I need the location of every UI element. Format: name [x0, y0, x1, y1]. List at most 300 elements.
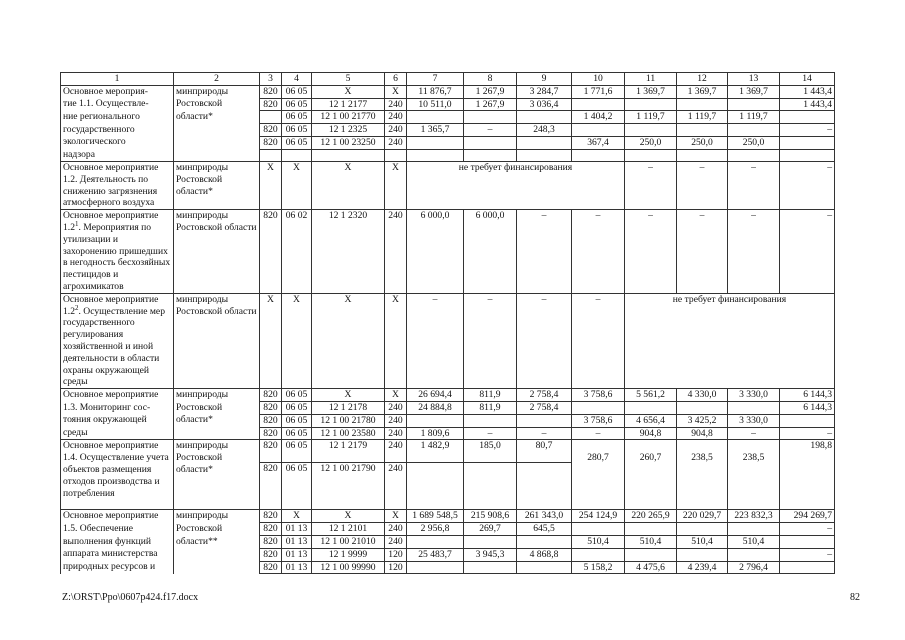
column-number: 10 [572, 73, 625, 86]
name-part: . Осуществление мер государственного регулирования хозяйственной и иной деятельности в области охраны окружающей среды [63, 305, 165, 388]
cell-c14: 1 443,4 [780, 85, 835, 98]
cell-c3: 820 [260, 463, 282, 510]
cell-c5: 12 1 00 23580 [312, 427, 385, 440]
cell-c3: 820 [260, 523, 282, 536]
cell-c7: 25 483,7 [407, 548, 464, 561]
cell-c13: 1 119,7 [728, 111, 780, 124]
cell-c10: – [572, 427, 625, 440]
cell-c9: – [517, 293, 572, 388]
cell-c12: 3 425,2 [677, 414, 728, 427]
measure-name [61, 210, 174, 294]
cell-c7 [407, 149, 464, 161]
cell-c11 [625, 124, 677, 137]
cell-c9: 248,3 [517, 124, 572, 137]
cell-c7 [407, 561, 464, 574]
empty-cell [517, 463, 572, 510]
cell-c7: 1 689 548,5 [407, 510, 464, 523]
cell-c13: 510,4 [728, 536, 780, 549]
executor [174, 561, 260, 574]
cell-c5 [312, 149, 385, 161]
measure-name: тояния окружающей [61, 414, 174, 427]
cell-c11: 4 475,6 [625, 561, 677, 574]
measure-1-4-row [61, 440, 835, 463]
cell-c14: – [780, 523, 835, 536]
column-number: 1 [61, 73, 174, 86]
footer-file-path: Z:\ORST\Ppo\0607p424.f17.docx [62, 592, 199, 603]
cell-c7: – [407, 293, 464, 388]
cell-c11: 5 561,2 [625, 389, 677, 402]
cell-c14: – [780, 427, 835, 440]
column-number: 14 [780, 73, 835, 86]
cell-c13 [728, 98, 780, 111]
cell-c10 [572, 548, 625, 561]
cell-c7: 1 365,7 [407, 124, 464, 137]
cell-c10: 280,7 [572, 440, 625, 510]
cell-c9: 261 343,0 [517, 510, 572, 523]
cell-c5: 12 1 2101 [312, 523, 385, 536]
cell-c14 [780, 136, 835, 149]
cell-c4: 06 05 [282, 463, 312, 510]
measure-1-5-row [61, 510, 835, 523]
measure-1-3-row [61, 402, 835, 415]
measure-name: тие 1.1. Осуществле- [61, 98, 174, 111]
cell-c4: 06 05 [282, 402, 312, 415]
cell-c12: 1 119,7 [677, 111, 728, 124]
cell-c14 [780, 414, 835, 427]
measure-1-1-row [61, 136, 835, 149]
cell-c13 [728, 149, 780, 161]
measure-1-1-row [61, 85, 835, 98]
measure-name: 1.3. Мониторинг сос- [61, 402, 174, 415]
measure-1-5-row [61, 561, 835, 574]
cell-c12: 4 239,4 [677, 561, 728, 574]
measure-name: Основное мероприя- [61, 85, 174, 98]
cell-c10: 510,4 [572, 536, 625, 549]
cell-c5: 12 1 2177 [312, 98, 385, 111]
cell-c10: – [572, 293, 625, 388]
executor: минприроды Ростовской области [174, 210, 260, 294]
column-number: 7 [407, 73, 464, 86]
cell-c12: – [677, 162, 728, 210]
cell-c10: 1 771,6 [572, 85, 625, 98]
cell-c14 [780, 536, 835, 549]
cell-c11: – [625, 210, 677, 294]
cell-c10: 3 758,6 [572, 414, 625, 427]
cell-c11: 220 265,9 [625, 510, 677, 523]
cell-c6: X [385, 162, 407, 210]
executor: Ростовской [174, 523, 260, 536]
measure-name: ние регионального [61, 111, 174, 124]
cell-c8: 185,0 [464, 440, 517, 463]
cell-c9: 2 758,4 [517, 389, 572, 402]
column-number: 13 [728, 73, 780, 86]
cell-c4: 06 05 [282, 136, 312, 149]
measure-1-3-row [61, 414, 835, 427]
cell-c5: 12 1 2179 [312, 440, 385, 463]
cell-c3: 820 [260, 124, 282, 137]
empty-cell [407, 463, 464, 510]
measure-name: Основное мероприятие 1.4. Осуществление учета объектов размещения отходов производства и потребления [61, 440, 174, 510]
cell-c3: 820 [260, 85, 282, 98]
cell-c14: 1 443,4 [780, 98, 835, 111]
cell-c8: 1 267,9 [464, 85, 517, 98]
column-number: 2 [174, 73, 260, 86]
cell-c13 [728, 124, 780, 137]
cell-c8 [464, 111, 517, 124]
cell-c4: 06 05 [282, 111, 312, 124]
cell-c12: 510,4 [677, 536, 728, 549]
cell-c12 [677, 523, 728, 536]
measure-name: экологического [61, 136, 174, 149]
cell-c13: – [728, 162, 780, 210]
measure-name: среды [61, 427, 174, 440]
cell-c5: X [312, 293, 385, 388]
executor: Ростовской [174, 98, 260, 111]
cell-c4: 06 05 [282, 124, 312, 137]
cell-c8: 269,7 [464, 523, 517, 536]
cell-c8 [464, 136, 517, 149]
measure-1-5-row [61, 548, 835, 561]
superscript: 2 [75, 303, 79, 312]
column-number: 6 [385, 73, 407, 86]
measure-1-1-row [61, 149, 835, 161]
executor: минприроды [174, 389, 260, 402]
name-part: Основное мероприятие 1.2 [63, 293, 159, 317]
cell-c5: 12 1 2320 [312, 210, 385, 294]
column-number: 9 [517, 73, 572, 86]
cell-c3: 820 [260, 98, 282, 111]
cell-c13 [728, 548, 780, 561]
cell-c13: 3 330,0 [728, 389, 780, 402]
budget-table [60, 72, 835, 574]
column-number: 12 [677, 73, 728, 86]
cell-c12 [677, 149, 728, 161]
cell-c6: X [385, 510, 407, 523]
measure-1-1-row [61, 98, 835, 111]
cell-c4: X [282, 162, 312, 210]
cell-c14: 198,8 [780, 440, 835, 510]
cell-c13: 3 330,0 [728, 414, 780, 427]
cell-c6: 240 [385, 98, 407, 111]
measure-1-5-row [61, 536, 835, 549]
measure-name: природных ресурсов и [61, 561, 174, 574]
not-financed-note: не требует финансирования [625, 293, 835, 388]
cell-c10: 1 404,2 [572, 111, 625, 124]
cell-c9: 80,7 [517, 440, 572, 463]
cell-c6: 240 [385, 111, 407, 124]
cell-c9 [517, 136, 572, 149]
cell-c7: 2 956,8 [407, 523, 464, 536]
cell-c3: 820 [260, 440, 282, 463]
name-part: Основное мероприятие 1.2 [63, 210, 159, 234]
measure-name: Основное мероприятие 1.2. Деятельность по снижению загрязнения атмосферного воздуха [61, 162, 174, 210]
cell-c11: – [625, 162, 677, 210]
cell-c3: 820 [260, 414, 282, 427]
cell-c7 [407, 111, 464, 124]
cell-c8: – [464, 427, 517, 440]
cell-c4: X [282, 293, 312, 388]
cell-c6: X [385, 85, 407, 98]
cell-c9 [517, 536, 572, 549]
cell-c11: 904,8 [625, 427, 677, 440]
cell-c14 [780, 561, 835, 574]
cell-c11 [625, 548, 677, 561]
cell-c7: 24 884,8 [407, 402, 464, 415]
cell-c5: X [312, 389, 385, 402]
cell-c9 [517, 561, 572, 574]
cell-c7: 10 511,0 [407, 98, 464, 111]
executor [174, 548, 260, 561]
executor: минприроды [174, 85, 260, 98]
cell-c14: 6 144,3 [780, 389, 835, 402]
cell-c14: 294 269,7 [780, 510, 835, 523]
measure-1-3-row [61, 427, 835, 440]
cell-c13: 238,5 [728, 440, 780, 510]
cell-c9: 645,5 [517, 523, 572, 536]
cell-c11 [625, 402, 677, 415]
cell-c8: – [464, 293, 517, 388]
cell-c3: 820 [260, 536, 282, 549]
cell-c6: 240 [385, 523, 407, 536]
cell-c11: 250,0 [625, 136, 677, 149]
executor: области** [174, 536, 260, 549]
cell-c10: 367,4 [572, 136, 625, 149]
cell-c9: 2 758,4 [517, 402, 572, 415]
cell-c4 [282, 149, 312, 161]
cell-c14: – [780, 124, 835, 137]
cell-c6: 240 [385, 414, 407, 427]
cell-c3 [260, 111, 282, 124]
cell-c12: 4 330,0 [677, 389, 728, 402]
cell-c9 [517, 414, 572, 427]
cell-c14 [780, 111, 835, 124]
cell-c8 [464, 414, 517, 427]
cell-c12: 1 369,7 [677, 85, 728, 98]
cell-c4: 01 13 [282, 548, 312, 561]
cell-c6: 240 [385, 124, 407, 137]
cell-c9 [517, 149, 572, 161]
executor: минприроды Ростовской области* [174, 440, 260, 510]
measure-name: 1.5. Обеспечение [61, 523, 174, 536]
cell-c8 [464, 149, 517, 161]
cell-c5: 12 1 9999 [312, 548, 385, 561]
cell-c5: 12 1 00 99990 [312, 561, 385, 574]
cell-c6: 120 [385, 561, 407, 574]
cell-c10 [572, 149, 625, 161]
cell-c3: 820 [260, 427, 282, 440]
cell-c11: 4 656,4 [625, 414, 677, 427]
cell-c4: 06 05 [282, 98, 312, 111]
cell-c8: 6 000,0 [464, 210, 517, 294]
cell-c10: 3 758,6 [572, 389, 625, 402]
measure-1-1-row [61, 124, 835, 137]
cell-c10: 254 124,9 [572, 510, 625, 523]
cell-c6 [385, 149, 407, 161]
cell-c10 [572, 98, 625, 111]
column-number: 11 [625, 73, 677, 86]
cell-c6: 240 [385, 440, 407, 463]
cell-c6: 240 [385, 536, 407, 549]
cell-c4: 01 13 [282, 536, 312, 549]
cell-c12: 904,8 [677, 427, 728, 440]
cell-c6: 120 [385, 548, 407, 561]
measure-name: Основное мероприятие [61, 389, 174, 402]
cell-c6: X [385, 293, 407, 388]
cell-c3: 820 [260, 136, 282, 149]
cell-c5: 12 1 00 23250 [312, 136, 385, 149]
executor: области* [174, 414, 260, 427]
cell-c12: 250,0 [677, 136, 728, 149]
cell-c9: 3 036,4 [517, 98, 572, 111]
executor: минприроды Ростовской области* [174, 162, 260, 210]
cell-c6: 240 [385, 463, 407, 510]
cell-c12 [677, 402, 728, 415]
cell-c5: X [312, 162, 385, 210]
page-number: 82 [850, 592, 860, 603]
cell-c13: 1 369,7 [728, 85, 780, 98]
cell-c6: 240 [385, 427, 407, 440]
cell-c4: 06 05 [282, 427, 312, 440]
measure-name: выполнения функций [61, 536, 174, 549]
cell-c9: – [517, 427, 572, 440]
cell-c13: 2 796,4 [728, 561, 780, 574]
cell-c14: – [780, 162, 835, 210]
empty-cell [464, 463, 517, 510]
cell-c14: – [780, 548, 835, 561]
cell-c14: – [780, 210, 835, 294]
cell-c8 [464, 561, 517, 574]
executor [174, 124, 260, 137]
cell-c12 [677, 548, 728, 561]
cell-c11: 1 119,7 [625, 111, 677, 124]
executor: Ростовской [174, 402, 260, 415]
cell-c3: X [260, 162, 282, 210]
cell-c7: 1 809,6 [407, 427, 464, 440]
executor [174, 149, 260, 161]
cell-c12 [677, 124, 728, 137]
cell-c5: 12 1 2178 [312, 402, 385, 415]
cell-c14: 6 144,3 [780, 402, 835, 415]
cell-c7: 11 876,7 [407, 85, 464, 98]
cell-c5: 12 1 00 21010 [312, 536, 385, 549]
cell-c13 [728, 523, 780, 536]
cell-c5: 12 1 2325 [312, 124, 385, 137]
cell-c4: 06 05 [282, 85, 312, 98]
cell-c4: X [282, 510, 312, 523]
cell-c5: 12 1 00 21790 [312, 463, 385, 510]
executor [174, 427, 260, 440]
cell-c10 [572, 523, 625, 536]
cell-c7: 26 694,4 [407, 389, 464, 402]
measure-name: государственного [61, 124, 174, 137]
cell-c11: 1 369,7 [625, 85, 677, 98]
cell-c8: 215 908,6 [464, 510, 517, 523]
column-number: 4 [282, 73, 312, 86]
executor: минприроды Ростовской области [174, 293, 260, 388]
cell-c5: X [312, 85, 385, 98]
cell-c8: 1 267,9 [464, 98, 517, 111]
cell-c12: – [677, 210, 728, 294]
cell-c5: 12 1 00 21770 [312, 111, 385, 124]
cell-c12 [677, 98, 728, 111]
cell-c13: – [728, 427, 780, 440]
cell-c12: 238,5 [677, 440, 728, 510]
cell-c10 [572, 402, 625, 415]
executor: минприроды [174, 510, 260, 523]
cell-c3: 820 [260, 561, 282, 574]
measure-1-3-row [61, 389, 835, 402]
cell-c3: 820 [260, 548, 282, 561]
measure-name: аппарата министерства [61, 548, 174, 561]
cell-c13: 250,0 [728, 136, 780, 149]
cell-c9: 4 868,8 [517, 548, 572, 561]
cell-c11: 260,7 [625, 440, 677, 510]
cell-c3: 820 [260, 510, 282, 523]
column-number: 3 [260, 73, 282, 86]
cell-c9: 3 284,7 [517, 85, 572, 98]
cell-c8: 811,9 [464, 402, 517, 415]
cell-c3: 820 [260, 402, 282, 415]
cell-c14 [780, 149, 835, 161]
cell-c11 [625, 98, 677, 111]
cell-c6: 240 [385, 210, 407, 294]
cell-c8: 3 945,3 [464, 548, 517, 561]
cell-c8: 811,9 [464, 389, 517, 402]
cell-c13 [728, 402, 780, 415]
cell-c13: 223 832,3 [728, 510, 780, 523]
cell-c3: 820 [260, 389, 282, 402]
cell-c5: X [312, 510, 385, 523]
cell-c8: – [464, 124, 517, 137]
measure-1-2-2-row [61, 293, 835, 388]
cell-c7: 6 000,0 [407, 210, 464, 294]
column-number: 5 [312, 73, 385, 86]
cell-c7 [407, 136, 464, 149]
cell-c4: 06 02 [282, 210, 312, 294]
cell-c10 [572, 124, 625, 137]
cell-c11 [625, 523, 677, 536]
name-part: . Мероприятия по утилизации и захоронению пришедших в негодность бесхозяйных пестицидов и агрохимикатов [63, 222, 171, 293]
cell-c4: 06 05 [282, 389, 312, 402]
cell-c4: 01 13 [282, 561, 312, 574]
cell-c10: 5 158,2 [572, 561, 625, 574]
cell-c12: 220 029,7 [677, 510, 728, 523]
executor [174, 136, 260, 149]
measure-name: Основное мероприятие [61, 510, 174, 523]
cell-c4: 06 05 [282, 414, 312, 427]
cell-c4: 06 05 [282, 440, 312, 463]
not-financed-note: не требует финансирования [407, 162, 625, 210]
cell-c5: 12 1 00 21780 [312, 414, 385, 427]
superscript: 1 [75, 219, 79, 228]
cell-c4: 01 13 [282, 523, 312, 536]
cell-c6: 240 [385, 402, 407, 415]
cell-c6: X [385, 389, 407, 402]
cell-c10: – [572, 210, 625, 294]
cell-c9 [517, 111, 572, 124]
cell-c7 [407, 536, 464, 549]
measure-1-2-row [61, 162, 835, 210]
column-number: 8 [464, 73, 517, 86]
cell-c9: – [517, 210, 572, 294]
executor: области* [174, 111, 260, 124]
cell-c13: – [728, 210, 780, 294]
measure-1-2-1-row [61, 210, 835, 294]
cell-c3: X [260, 293, 282, 388]
cell-c6: 240 [385, 136, 407, 149]
header-row [61, 73, 835, 86]
cell-c7: 1 482,9 [407, 440, 464, 463]
